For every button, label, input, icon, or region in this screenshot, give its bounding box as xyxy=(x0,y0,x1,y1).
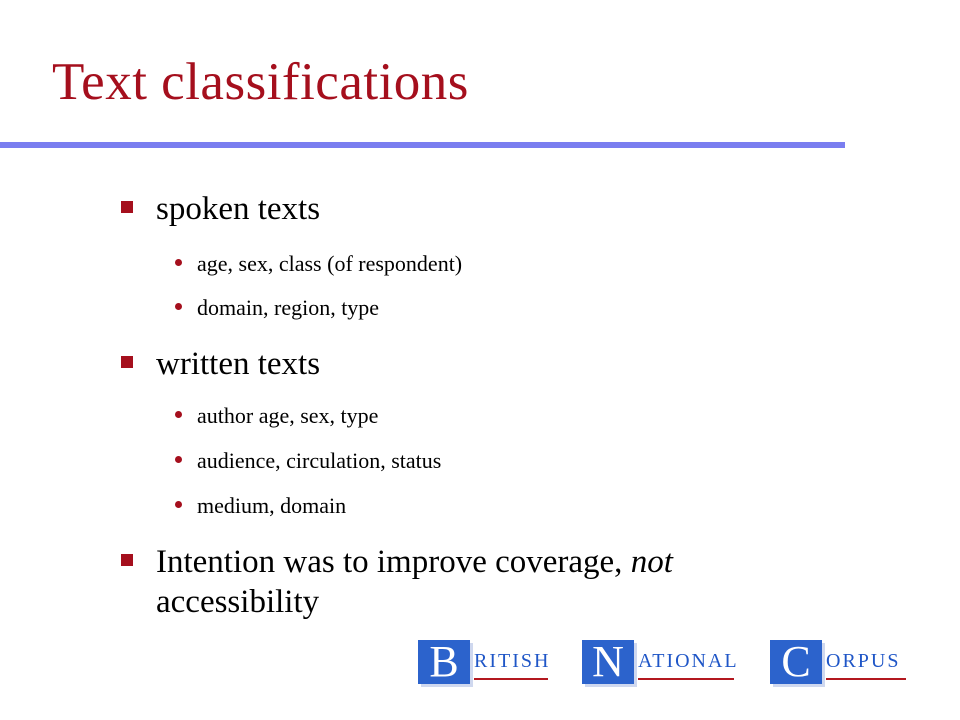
sub-bullet xyxy=(197,253,462,275)
logo-initial-b: B xyxy=(418,640,470,684)
sub-bullet xyxy=(197,405,378,427)
bullet-written-texts xyxy=(156,345,320,385)
bullet-text: spoken texts xyxy=(156,191,321,227)
bullet-text-emphasis: not xyxy=(630,544,673,580)
logo-underline xyxy=(826,678,906,680)
dot-bullet-icon xyxy=(175,501,182,508)
sub-bullet-text: age, sex, class (of respondent) xyxy=(197,251,463,276)
sub-bullet xyxy=(197,495,346,517)
bullet-text: Intention was to improve coverage, xyxy=(156,544,631,580)
logo-underline xyxy=(474,678,548,680)
sub-bullet xyxy=(197,450,441,472)
bullet-spoken-texts xyxy=(156,190,320,230)
sub-bullet-text: medium, domain xyxy=(197,493,347,518)
title-rule xyxy=(0,142,845,148)
bullet-intention xyxy=(156,543,673,622)
bullet-text: written texts xyxy=(156,346,321,382)
sub-bullet-text: domain, region, type xyxy=(197,295,380,320)
logo-word-british: RITISH xyxy=(474,650,551,672)
square-bullet-icon xyxy=(121,201,133,213)
sub-bullet-text: author age, sex, type xyxy=(197,403,379,428)
bnc-logo xyxy=(412,637,932,690)
dot-bullet-icon xyxy=(175,456,182,463)
square-bullet-icon xyxy=(121,554,133,566)
logo-word-national: ATIONAL xyxy=(638,650,739,672)
dot-bullet-icon xyxy=(175,303,182,310)
logo-word-corpus: ORPUS xyxy=(826,650,901,672)
logo-initial-c: C xyxy=(770,640,822,684)
logo-underline xyxy=(638,678,734,680)
sub-bullet xyxy=(197,297,379,319)
dot-bullet-icon xyxy=(175,259,182,266)
bullet-text-line2: accessibility xyxy=(156,583,320,620)
square-bullet-icon xyxy=(121,356,133,368)
sub-bullet-text: audience, circulation, status xyxy=(197,448,442,473)
dot-bullet-icon xyxy=(175,411,182,418)
logo-initial-n: N xyxy=(582,640,634,684)
slide-title: Text classifications xyxy=(52,53,469,111)
